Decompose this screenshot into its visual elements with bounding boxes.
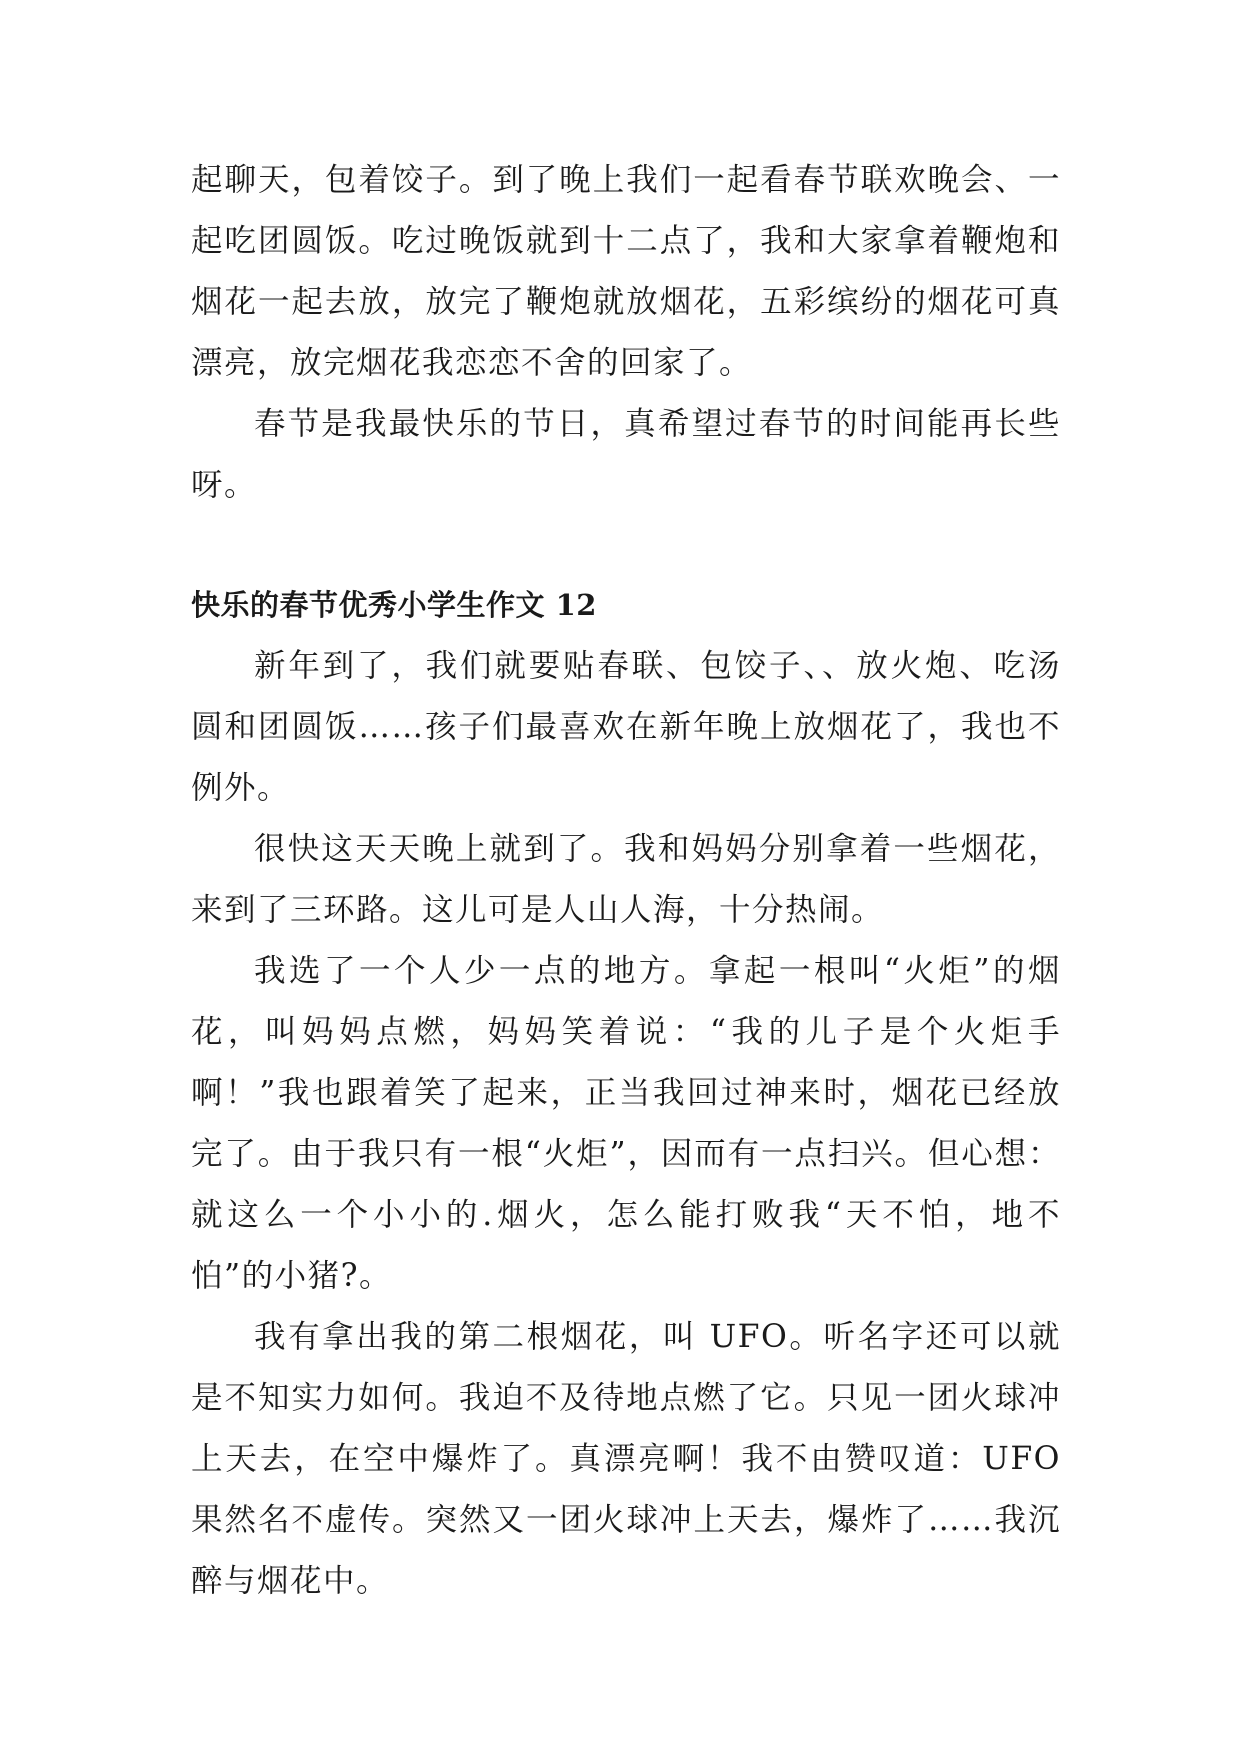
continuation-paragraph: 起聊天，包着饺子。到了晚上我们一起看春节联欢晚会、一起吃团圆饭。吃过晚饭就到十二点了，我和大家拿着鞭炮和烟花一起去放，放完了鞭炮就放烟花，五彩缤纷的烟花可真漂亮，放完烟花我恋恋不舍的回家了。 (191, 162, 1061, 381)
essay-paragraph: 新年到了，我们就要贴春联、包饺子、、放火炮、吃汤圆和团圆饭……孩子们最喜欢在新年晚上放烟花了，我也不例外。 (191, 648, 1061, 806)
document-page (191, 150, 1061, 1612)
essay-paragraph: 很快这天天晚上就到了。我和妈妈分别拿着一些烟花，来到了三环路。这儿可是人山人海，十分热闹。 (191, 831, 1061, 928)
closing-paragraph: 春节是我最快乐的节日，真希望过春节的时间能再长些呀。 (191, 406, 1061, 503)
essay-title: 快乐的春节优秀小学生作文 12 (191, 588, 597, 622)
essay-paragraph: 我有拿出我的第二根烟花，叫 UFO。听名字还可以就是不知实力如何。我迫不及待地点燃了它。只见一团火球冲上天去，在空中爆炸了。真漂亮啊！我不由赞叹道：UFO 果然名不虚传。突然又一团火球冲上天去，爆炸了……我沉醉与烟花中。 (191, 1319, 1061, 1599)
essay-paragraph: 我选了一个人少一点的地方。拿起一根叫“火炬”的烟花，叫妈妈点燃，妈妈笑着说：“我的儿子是个火炬手啊！”我也跟着笑了起来，正当我回过神来时，烟花已经放完了。由于我只有一根“火炬”，因而有一点扫兴。但心想：就这么一个小小的.烟火，怎么能打败我“天不怕，地不怕”的小猪?。 (191, 953, 1061, 1294)
